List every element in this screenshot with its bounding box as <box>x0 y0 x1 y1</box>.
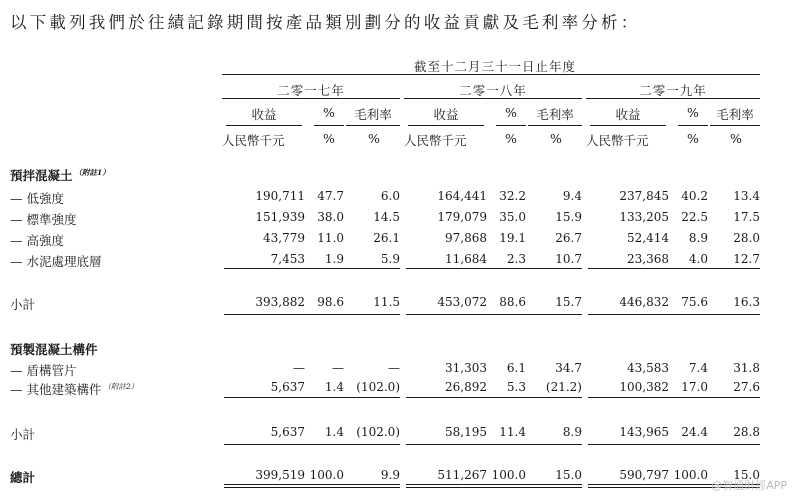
ready-mix-sub-rule-2019 <box>588 268 760 269</box>
unit-header-pct-2017: % <box>323 131 335 146</box>
cell-precast-2-margin-2017: (102.0) <box>356 380 400 394</box>
cell-precast-1-margin-2017: — <box>388 361 400 375</box>
subtotal-label-ready-mix <box>10 295 35 313</box>
row-label-ready-mix-2 <box>10 210 76 228</box>
cell-subtotal-precast-revenue-2017: 5,637 <box>270 425 305 439</box>
ready-mix-subtotal-under-rule-2019 <box>588 314 760 315</box>
section-title-ready-mix-text: 預拌混凝土 <box>10 168 73 183</box>
cell-ready-mix-4-revenue-2017: 7,453 <box>270 252 305 266</box>
cell-ready-mix-4-pct-2017: 1.9 <box>324 252 344 266</box>
cell-precast-2-pct-2018: 5.3 <box>506 380 526 394</box>
cell-ready-mix-2-margin-2017: 14.5 <box>373 210 400 224</box>
cell-subtotal-ready-mix-revenue-2018: 453,072 <box>437 295 487 309</box>
row-label-ready-mix-2-text: — 標準強度 <box>10 212 77 227</box>
cell-subtotal-precast-margin-2017: (102.0) <box>356 425 400 439</box>
cell-total-pct-2017: 100.0 <box>309 468 344 482</box>
cell-precast-1-pct-2019: 7.4 <box>688 361 708 375</box>
cell-total-pct-2019: 100.0 <box>673 468 708 482</box>
cell-total-revenue-2019: 590,797 <box>619 468 669 482</box>
cell-ready-mix-1-margin-2019: 13.4 <box>733 189 760 203</box>
year-2018: 二零一八年 <box>459 83 527 98</box>
unit-header-revenue-2018: 人民幣千元 <box>404 133 467 148</box>
row-label-precast-1-text: — 盾構管片 <box>10 363 77 378</box>
ready-mix-sub-rule-2017 <box>224 268 400 269</box>
cell-precast-1-revenue-2019: 43,583 <box>627 361 669 375</box>
cell-ready-mix-1-margin-2017: 6.0 <box>380 189 400 203</box>
year-rule-2019 <box>586 98 760 99</box>
cell-precast-2-margin-2018: (21.2) <box>545 380 582 394</box>
col-rule-revenue-2017 <box>226 125 302 126</box>
section-title-ready-mix <box>10 166 110 184</box>
total-label <box>10 468 35 486</box>
year-rule-2017 <box>222 98 400 99</box>
row-label-precast-2-text: — 其他建築構件 <box>10 382 102 397</box>
subtotal-label-precast <box>10 425 35 443</box>
cell-ready-mix-2-pct-2017: 38.0 <box>317 210 344 224</box>
section-title-precast <box>10 340 100 358</box>
intro-text: 以下載列我們於往績記錄期間按產品類別劃分的收益貢獻及毛利率分析： <box>10 13 641 32</box>
col-rule-margin-2019 <box>710 125 760 126</box>
col-header-revenue-2017: 收益 <box>251 107 277 122</box>
cell-precast-1-pct-2017: — <box>332 361 344 375</box>
ready-mix-subtotal-under-rule-2017 <box>224 314 400 315</box>
row-label-ready-mix-1 <box>10 189 64 207</box>
cell-ready-mix-2-pct-2018: 35.0 <box>499 210 526 224</box>
cell-total-margin-2017: 9.9 <box>380 468 400 482</box>
cell-ready-mix-1-revenue-2019: 237,845 <box>619 189 669 203</box>
cell-precast-1-revenue-2017: — <box>293 361 305 375</box>
cell-subtotal-ready-mix-margin-2017: 11.5 <box>373 295 400 309</box>
total-double-rule-2018 <box>406 484 582 488</box>
cell-ready-mix-4-pct-2018: 2.3 <box>506 252 526 266</box>
row-label-ready-mix-1-text: — 低強度 <box>10 191 64 206</box>
cell-ready-mix-4-margin-2017: 5.9 <box>380 252 400 266</box>
period-header: 截至十二月三十一日止年度 <box>413 59 576 74</box>
col-header-revenue-2019: 收益 <box>615 107 641 122</box>
cell-precast-2-pct-2019: 17.0 <box>681 380 708 394</box>
year-rule-2018 <box>404 98 582 99</box>
cell-ready-mix-4-margin-2018: 10.7 <box>555 252 582 266</box>
year-2017: 二零一七年 <box>277 83 345 98</box>
cell-precast-2-pct-2017: 1.4 <box>324 380 344 394</box>
col-rule-margin-2017 <box>346 125 400 126</box>
cell-ready-mix-1-pct-2018: 32.2 <box>499 189 526 203</box>
cell-ready-mix-3-pct-2019: 8.9 <box>688 231 708 245</box>
row-label-ready-mix-4 <box>10 252 101 270</box>
cell-precast-2-margin-2019: 27.6 <box>733 380 760 394</box>
cell-ready-mix-3-margin-2019: 28.0 <box>733 231 760 245</box>
section-title-precast-text: 預製混凝土構件 <box>10 342 98 357</box>
col-rule-pct-2019 <box>678 125 708 126</box>
cell-subtotal-precast-margin-2019: 28.8 <box>733 425 760 439</box>
cell-ready-mix-4-margin-2019: 12.7 <box>733 252 760 266</box>
cell-ready-mix-1-pct-2019: 40.2 <box>681 189 708 203</box>
cell-ready-mix-1-revenue-2018: 164,441 <box>437 189 487 203</box>
col-rule-margin-2018 <box>528 125 582 126</box>
cell-precast-1-revenue-2018: 31,303 <box>445 361 487 375</box>
precast-subtotal-under-rule-2019 <box>588 444 760 445</box>
cell-ready-mix-2-revenue-2019: 133,205 <box>619 210 669 224</box>
cell-precast-2-revenue-2018: 26,892 <box>445 380 487 394</box>
precast-subtotal-under-rule-2018 <box>406 444 582 445</box>
subtotal-label-precast-text: 小計 <box>10 427 36 442</box>
cell-ready-mix-1-margin-2018: 9.4 <box>562 189 582 203</box>
cell-subtotal-precast-pct-2019: 24.4 <box>681 425 708 439</box>
cell-subtotal-ready-mix-pct-2018: 88.6 <box>499 295 526 309</box>
total-label-text: 總計 <box>10 470 36 485</box>
row-label-precast-1 <box>10 361 76 379</box>
cell-subtotal-ready-mix-margin-2018: 15.7 <box>555 295 582 309</box>
unit-header-margin-2019: % <box>730 131 742 146</box>
row-label-precast-2-note: （附註2） <box>103 381 139 391</box>
cell-ready-mix-3-revenue-2017: 43,779 <box>263 231 305 245</box>
row-label-ready-mix-4-text: — 水泥處理底層 <box>10 254 102 269</box>
watermark: @智通財經APP <box>711 479 787 492</box>
total-double-rule-2017 <box>224 484 400 488</box>
row-label-ready-mix-3-text: — 高強度 <box>10 233 64 248</box>
row-label-precast-2 <box>10 380 138 398</box>
col-rule-revenue-2018 <box>408 125 484 126</box>
cell-total-margin-2019: 15.0 <box>733 468 760 482</box>
cell-subtotal-ready-mix-margin-2019: 16.3 <box>733 295 760 309</box>
ready-mix-subtotal-under-rule-2018 <box>406 314 582 315</box>
cell-total-pct-2018: 100.0 <box>491 468 526 482</box>
section-title-ready-mix-note: （附註1） <box>74 167 110 177</box>
unit-header-margin-2017: % <box>368 131 380 146</box>
cell-precast-1-margin-2019: 31.8 <box>733 361 760 375</box>
cell-subtotal-precast-revenue-2019: 143,965 <box>619 425 669 439</box>
col-header-margin-2018: 毛利率 <box>536 107 574 122</box>
cell-ready-mix-2-revenue-2017: 151,939 <box>255 210 305 224</box>
cell-subtotal-precast-pct-2018: 11.4 <box>499 425 526 439</box>
cell-precast-2-revenue-2017: 5,637 <box>270 380 305 394</box>
cell-ready-mix-3-revenue-2018: 97,868 <box>445 231 487 245</box>
cell-subtotal-ready-mix-revenue-2017: 393,882 <box>255 295 305 309</box>
col-rule-pct-2017 <box>314 125 344 126</box>
cell-ready-mix-1-pct-2017: 47.7 <box>317 189 344 203</box>
year-2019: 二零一九年 <box>639 83 707 98</box>
cell-ready-mix-2-revenue-2018: 179,079 <box>437 210 487 224</box>
cell-subtotal-ready-mix-pct-2019: 75.6 <box>681 295 708 309</box>
col-rule-revenue-2019 <box>590 125 666 126</box>
cell-precast-1-pct-2018: 6.1 <box>506 361 526 375</box>
precast-sub-rule-2018 <box>406 397 582 398</box>
ready-mix-sub-rule-2018 <box>406 268 582 269</box>
col-header-revenue-2018: 收益 <box>433 107 459 122</box>
cell-total-revenue-2017: 399,519 <box>255 468 305 482</box>
cell-ready-mix-3-pct-2017: 11.0 <box>317 231 344 245</box>
col-rule-pct-2018 <box>496 125 526 126</box>
unit-header-pct-2018: % <box>505 131 517 146</box>
precast-subtotal-under-rule-2017 <box>224 444 400 445</box>
subtotal-label-ready-mix-text: 小計 <box>10 297 36 312</box>
col-header-margin-2017: 毛利率 <box>354 107 392 122</box>
cell-ready-mix-2-pct-2019: 22.5 <box>681 210 708 224</box>
cell-total-revenue-2018: 511,267 <box>437 468 487 482</box>
cell-subtotal-precast-margin-2018: 8.9 <box>562 425 582 439</box>
cell-ready-mix-4-pct-2019: 4.0 <box>688 252 708 266</box>
cell-ready-mix-4-revenue-2019: 23,368 <box>627 252 669 266</box>
cell-subtotal-precast-pct-2017: 1.4 <box>324 425 344 439</box>
cell-ready-mix-3-margin-2017: 26.1 <box>373 231 400 245</box>
unit-header-margin-2018: % <box>550 131 562 146</box>
cell-subtotal-precast-revenue-2018: 58,195 <box>445 425 487 439</box>
col-header-margin-2019: 毛利率 <box>716 107 754 122</box>
unit-header-revenue-2017: 人民幣千元 <box>222 133 285 148</box>
cell-precast-2-revenue-2019: 100,382 <box>619 380 669 394</box>
precast-sub-rule-2017 <box>224 397 400 398</box>
cell-ready-mix-2-margin-2018: 15.9 <box>555 210 582 224</box>
col-header-pct-2017: % <box>323 105 335 120</box>
col-header-pct-2018: % <box>505 105 517 120</box>
cell-total-margin-2018: 15.0 <box>555 468 582 482</box>
precast-sub-rule-2019 <box>588 397 760 398</box>
unit-header-pct-2019: % <box>687 131 699 146</box>
cell-subtotal-ready-mix-revenue-2019: 446,832 <box>619 295 669 309</box>
cell-ready-mix-3-margin-2018: 26.7 <box>555 231 582 245</box>
cell-ready-mix-3-revenue-2019: 52,414 <box>627 231 669 245</box>
cell-subtotal-ready-mix-pct-2017: 98.6 <box>317 295 344 309</box>
period-rule <box>222 74 760 75</box>
cell-ready-mix-3-pct-2018: 19.1 <box>499 231 526 245</box>
unit-header-revenue-2019: 人民幣千元 <box>586 133 649 148</box>
cell-ready-mix-1-revenue-2017: 190,711 <box>255 189 305 203</box>
col-header-pct-2019: % <box>687 105 699 120</box>
cell-precast-1-margin-2018: 34.7 <box>555 361 582 375</box>
cell-ready-mix-4-revenue-2018: 11,684 <box>445 252 487 266</box>
row-label-ready-mix-3 <box>10 231 64 249</box>
cell-ready-mix-2-margin-2019: 17.5 <box>733 210 760 224</box>
